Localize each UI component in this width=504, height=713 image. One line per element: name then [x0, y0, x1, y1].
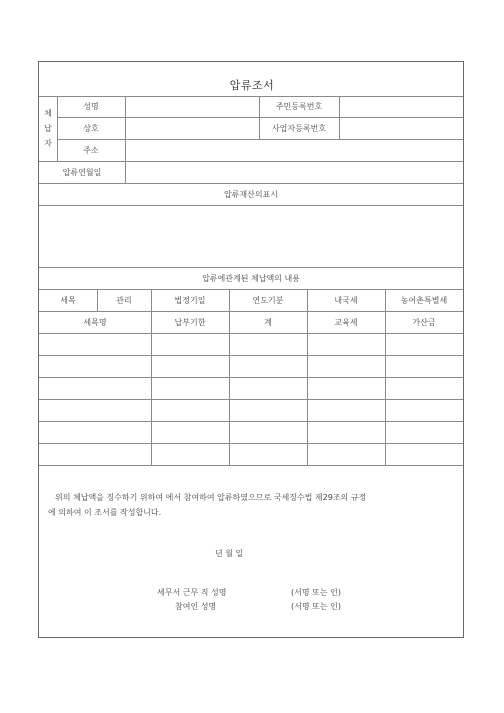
row-divider [39, 421, 463, 422]
col-divider [229, 311, 230, 465]
total-header: 계 [264, 318, 272, 327]
name-label: 성명 [83, 102, 99, 111]
row-divider [39, 377, 463, 378]
tax-officer-signature-field: (서명 또는 인) [291, 588, 341, 597]
debtor-label-3: 자 [44, 139, 52, 148]
trade-name-label: 상호 [83, 124, 99, 133]
national-tax-header: 내국세 [334, 296, 358, 305]
col-divider [385, 311, 386, 465]
rural-special-tax-header: 농어촌특별세 [400, 296, 448, 305]
address-label: 주소 [83, 146, 99, 155]
witness-signature-field: (서명 또는 인) [291, 602, 341, 611]
payment-deadline-header: 납부기한 [174, 318, 206, 327]
management-header: 관리 [116, 296, 132, 305]
education-tax-header: 교육세 [334, 318, 358, 327]
legal-due-date-header: 법정기일 [174, 296, 206, 305]
row-divider [39, 205, 463, 206]
statement-line-2: 에 의하여 이 조서를 작성합니다. [48, 508, 162, 517]
row-divider [39, 443, 463, 444]
row-divider [39, 267, 463, 268]
row-divider [39, 161, 463, 162]
row-divider [39, 333, 463, 334]
tax-arrears-section-label: 압류에관계된 체납액의 내용 [202, 274, 300, 283]
row-divider [39, 311, 463, 312]
row-divider [39, 465, 463, 466]
row-divider [57, 117, 463, 118]
tax-item-name-header: 세목명 [83, 318, 107, 327]
date-line: 년 월 일 [215, 549, 244, 558]
form-title: 압류조서 [229, 79, 275, 92]
resident-number-label: 주민등록번호 [275, 102, 323, 111]
additional-charge-header: 가산금 [412, 318, 436, 327]
row-divider [57, 139, 463, 140]
row-divider [39, 399, 463, 400]
col-divider [151, 311, 152, 465]
witness-signature-label: 참여인 성명 [175, 602, 217, 611]
row-divider [39, 289, 463, 290]
row-divider [39, 96, 463, 97]
seizure-report-form [38, 61, 464, 638]
seized-property-section-label: 압류재산의표시 [223, 190, 279, 199]
tax-officer-signature-label: 세무서 근무 직 성명 [157, 588, 227, 597]
row-divider [39, 183, 463, 184]
tax-item-header: 세목 [60, 296, 76, 305]
col-divider [125, 96, 126, 183]
row-divider [39, 355, 463, 356]
debtor-label-2: 납 [44, 124, 52, 133]
col-divider [339, 96, 340, 139]
debtor-label-1: 체 [44, 109, 52, 118]
seizure-date-label: 압류연월일 [62, 168, 102, 177]
col-divider [307, 311, 308, 465]
statement-line-1: 위의 체납액을 징수하기 위하여 에서 참여하여 압류하였으므로 국세징수법 제29조의 규정 [55, 493, 367, 502]
year-period-header: 연도기분 [252, 296, 284, 305]
business-number-label: 사업자등록번호 [271, 124, 327, 133]
